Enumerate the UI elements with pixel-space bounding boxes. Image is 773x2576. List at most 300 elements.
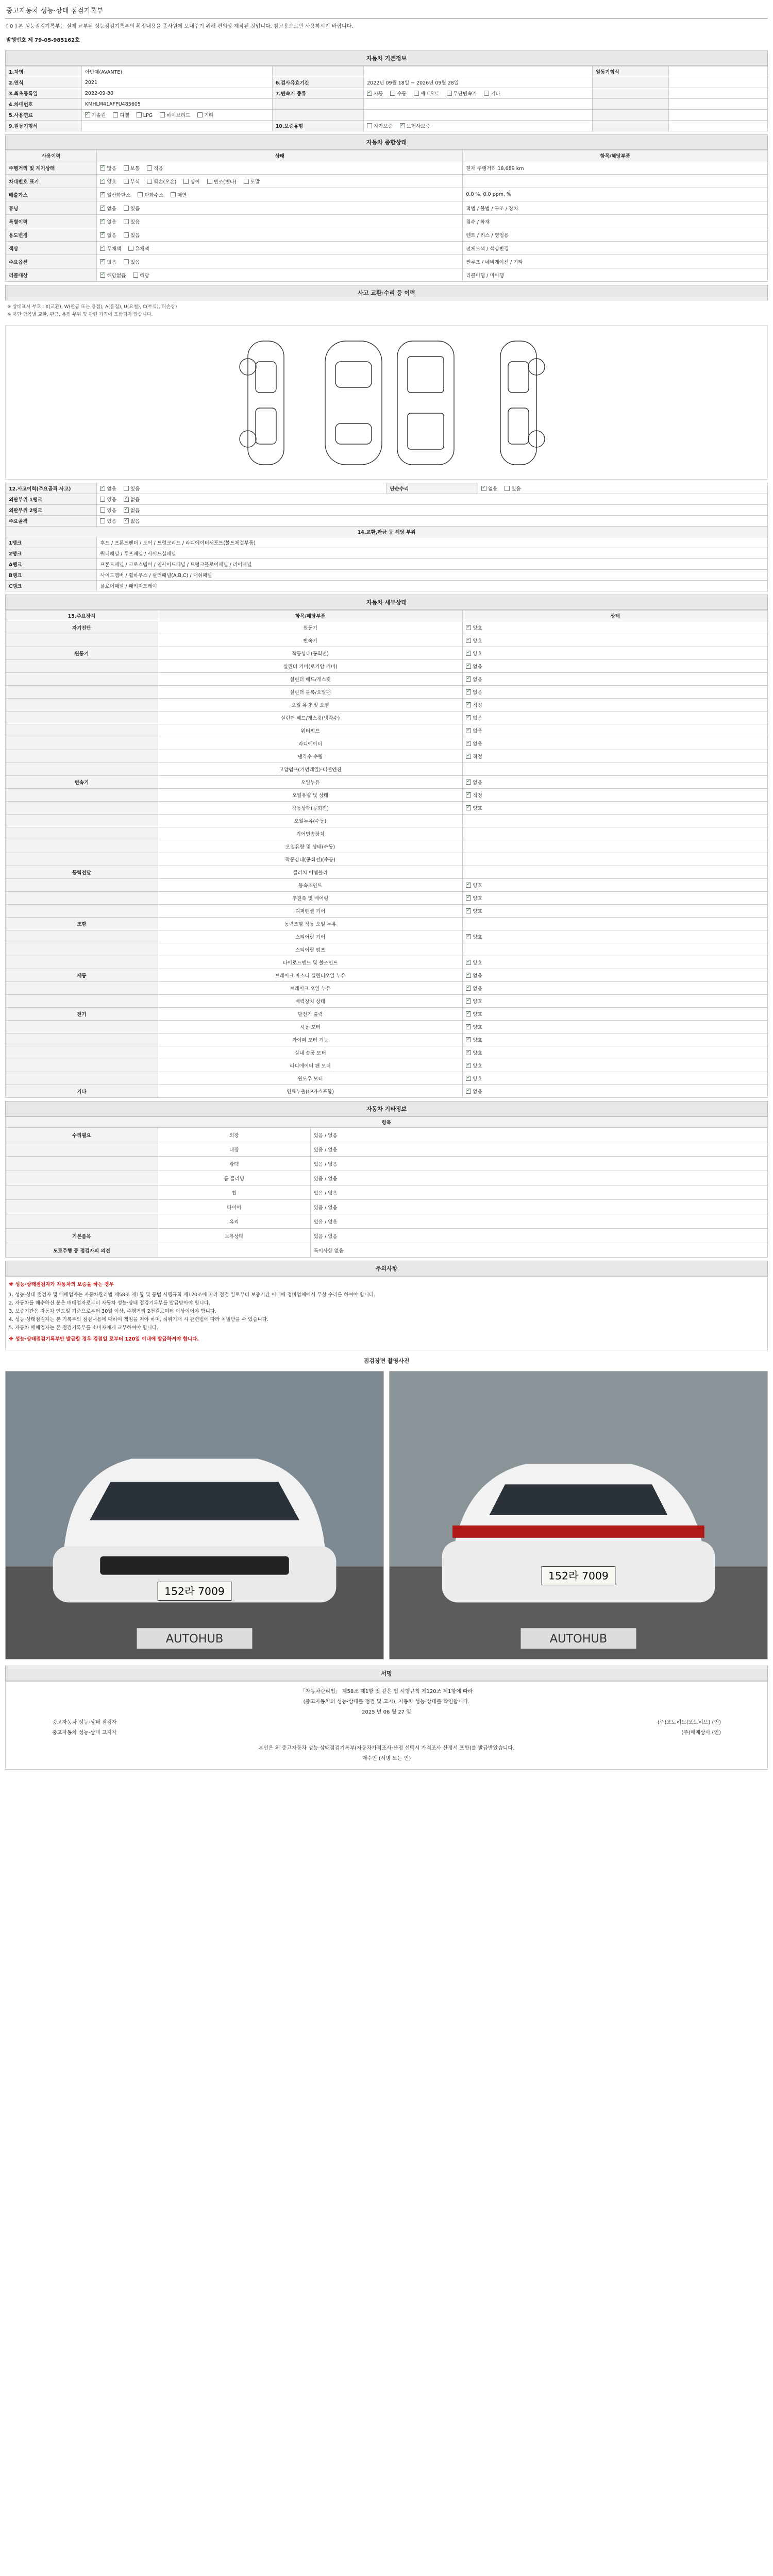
status-options [100,166,170,172]
checkbox-icon[interactable] [137,112,142,117]
sign-date: 2025 년 06 월 27 일 [362,1709,411,1715]
fuel-options [85,113,221,118]
detail-head-item: 항목/해당부품 [158,611,463,621]
detail-group [6,840,158,853]
checkbox-icon[interactable] [100,507,105,513]
status-option: 보통 [124,164,140,172]
status-option: ✓ 양호 [100,178,116,185]
status-item: 튜닝 [6,201,97,215]
checkbox-icon[interactable] [100,232,105,238]
status-row [6,228,768,242]
detail-row [6,930,768,943]
detail-group [6,943,158,956]
checkbox-icon[interactable] [124,497,129,502]
detail-state [463,943,768,956]
basic-value [668,110,767,121]
detail-item: 스티어링 펌프 [158,943,463,956]
status-row [6,255,768,268]
frame-option: ✓ 없음 [124,506,140,514]
car-outline-icon [6,326,767,480]
checkbox-icon[interactable] [466,741,471,746]
accident-value [97,483,386,494]
detail-state [463,699,768,711]
frame-option: 있음 [100,496,116,503]
status-row [6,188,768,201]
basic-value [668,77,767,88]
status-part: 0.0 %, 0.0 ppm, % [463,188,768,201]
checkbox-icon[interactable] [481,486,486,491]
detail-item: 실린더 블록/오일팬 [158,686,463,699]
detail-option: ✓ 적정 [466,701,482,708]
accident-section [5,285,768,591]
frame-options [100,508,147,514]
checkbox-icon[interactable] [466,715,471,720]
checkbox-icon[interactable] [124,206,129,211]
detail-group: 자기진단 [6,621,158,634]
detail-state [463,982,768,995]
status-option: 적음 [147,164,163,172]
accident-label: 단순수리 [386,483,478,494]
basic-value: 2022-09-30 [81,88,272,99]
status-part: 침수 / 화재 [463,215,768,228]
checkbox-icon[interactable] [414,91,419,96]
basic-value [81,110,272,121]
detail-row [6,789,768,802]
checkbox-icon[interactable] [124,165,129,171]
checkbox-icon[interactable] [367,123,372,128]
detail-group: 동력전달 [6,866,158,879]
detail-row [6,724,768,737]
checkbox-icon[interactable] [466,664,471,669]
checkbox-icon[interactable] [147,165,152,171]
detail-option: ✓ 양호 [466,1049,482,1056]
accident-row [6,483,768,494]
parts-row [6,559,768,570]
status-state [97,268,463,282]
detail-group [6,930,158,943]
notes-heading: ※ 성능·상태점검자가 자동차의 보증을 하는 경우 [9,1282,114,1287]
detail-group [6,673,158,686]
status-part: 전체도색 / 색상변경 [463,242,768,255]
other-table [5,1116,768,1258]
front-plate: 152라 7009 [164,1585,225,1598]
checkbox-icon[interactable] [466,1037,471,1042]
fuel-option: 기타 [197,111,213,118]
checkbox-icon[interactable] [466,1050,471,1055]
detail-item: 연료누출(LP가스포함) [158,1085,463,1098]
checkbox-icon[interactable] [244,179,249,184]
detail-group [6,853,158,866]
other-item: 외장 [158,1128,310,1142]
basic-label: 6.검사유효기간 [272,77,363,88]
checkbox-icon[interactable] [113,112,118,117]
detail-state [463,1008,768,1021]
warranty-options [367,124,438,129]
status-item: 색상 [6,242,97,255]
detail-option: ✓ 없음 [466,714,482,721]
checkbox-icon[interactable] [466,1076,471,1081]
parts-row [6,581,768,591]
checkbox-icon[interactable] [100,518,105,523]
detail-state [463,1059,768,1072]
detail-group [6,879,158,892]
checkbox-icon[interactable] [100,486,105,491]
other-group: 기본품목 [6,1229,158,1243]
front-brand: AUTOHUB [165,1632,224,1646]
basic-label [272,66,363,77]
parts-rank: C랭크 [6,581,97,591]
detail-item: 워터펌프 [158,724,463,737]
checkbox-icon[interactable] [171,192,176,197]
detail-group [6,660,158,673]
detail-row [6,1059,768,1072]
basic-label: 원동기형식 [592,66,668,77]
accident-table [5,483,768,591]
checkbox-icon[interactable] [197,112,203,117]
detail-option: ✓ 없음 [466,1088,482,1095]
checkbox-icon[interactable] [100,273,105,278]
detail-option: ✓ 양호 [466,637,482,644]
checkbox-icon[interactable] [466,1089,471,1094]
status-item: 용도변경 [6,228,97,242]
detail-group [6,1059,158,1072]
detail-state [463,802,768,815]
parts-rank: A랭크 [6,559,97,570]
detail-option: ✓ 없음 [466,675,482,683]
dealer-label: 중고자동차 성능·상태 고지자 [52,1730,117,1736]
checkbox-icon[interactable] [100,219,105,224]
checkbox-icon[interactable] [133,273,138,278]
checkbox-icon[interactable] [207,179,212,184]
checkbox-icon[interactable] [124,219,129,224]
status-options [100,179,267,185]
other-head: 항목 [6,1117,768,1128]
detail-row [6,866,768,879]
detail-row [6,969,768,982]
other-row [6,1171,768,1185]
checkbox-icon[interactable] [466,1011,471,1016]
status-state [97,255,463,268]
checkbox-icon[interactable] [466,883,471,888]
checkbox-icon[interactable] [128,246,133,251]
repair-option: 있음 [124,485,140,492]
detail-state [463,930,768,943]
checkbox-icon[interactable] [484,91,489,96]
detail-row [6,621,768,634]
frame-value [97,494,768,505]
checkbox-icon[interactable] [466,689,471,694]
basic-value [668,66,767,77]
checkbox-icon[interactable] [124,507,129,513]
detail-item: 오일누유(수동) [158,815,463,827]
checkbox-icon[interactable] [466,908,471,913]
detail-row [6,918,768,930]
frame-label: 외판부위 2랭크 [6,505,97,516]
status-option: 훼손(오손) [147,178,176,185]
detail-group [6,724,158,737]
status-row [6,201,768,215]
frame-option: 있음 [100,517,116,524]
detail-row [6,840,768,853]
detail-group: 변속기 [6,776,158,789]
detail-row [6,776,768,789]
parts-rank: 2랭크 [6,548,97,559]
fuel-option: LPG [137,112,153,118]
detail-item: 윈도우 모터 [158,1072,463,1085]
detail-state [463,647,768,660]
checkbox-icon[interactable] [85,112,90,117]
detail-option: ✓ 양호 [466,959,482,966]
detail-group [6,737,158,750]
status-item: 차대번호 표기 [6,175,97,188]
checkbox-icon[interactable] [466,779,471,785]
basic-label: 9.원동기형식 [6,121,82,131]
checkbox-icon[interactable] [124,179,129,184]
detail-item: 실린더 커버(로커암 커버) [158,660,463,673]
basic-row [6,121,768,131]
detail-row [6,647,768,660]
detail-state [463,815,768,827]
checkbox-icon[interactable] [466,728,471,733]
checkbox-icon[interactable] [466,1063,471,1068]
detail-item: 라디에이터 팬 모터 [158,1059,463,1072]
checkbox-icon[interactable] [466,702,471,707]
detail-item: 타이로드엔드 및 볼조인트 [158,956,463,969]
rear-plate: 152라 7009 [548,1569,609,1582]
status-option: 있음 [124,231,140,239]
other-value: 특이사항 없음 [310,1243,767,1258]
checkbox-icon[interactable] [466,676,471,682]
other-value: 있음 / 없음 [310,1214,767,1229]
other-group [6,1185,158,1200]
other-item: 보유상태 [158,1229,310,1243]
checkbox-icon[interactable] [160,112,165,117]
checkbox-icon[interactable] [100,206,105,211]
checkbox-icon[interactable] [183,179,189,184]
simple-option: 있음 [505,485,520,492]
detail-item: 오일 유량 및 오염 [158,699,463,711]
simple-option: ✓ 없음 [481,485,497,492]
other-group [6,1157,158,1171]
status-table [5,150,768,282]
detail-state [463,1033,768,1046]
accident-label: 12.사고이력(주요골격 사고) [6,483,97,494]
detail-option: ✓ 양호 [466,907,482,914]
other-row [6,1229,768,1243]
checkbox-icon[interactable] [147,179,152,184]
checkbox-icon[interactable] [367,91,372,96]
detail-row [6,995,768,1008]
status-row [6,215,768,228]
checkbox-icon[interactable] [466,998,471,1004]
status-state [97,161,463,175]
accident-value [478,483,767,494]
detail-item: 원동기 [158,621,463,634]
detail-group [6,1021,158,1033]
detail-item: 오일유량 및 상태 [158,789,463,802]
status-state [97,175,463,188]
sign-title: 서명 [5,1666,768,1681]
frame-options [100,497,147,503]
other-value: 있음 / 없음 [310,1128,767,1142]
note-line: 5. 자동차 매매업자는 본 점검기록부를 소비자에게 교부하여야 합니다. [9,1325,159,1331]
detail-state [463,892,768,905]
basic-value [364,121,593,131]
basic-value [668,121,767,131]
status-state [97,242,463,255]
note-line: 2. 자동차를 매수하신 분은 매매업자로부터 자동차 성능·상태 점검기록부를 발급받아야 합니다. [9,1300,211,1306]
status-options [100,260,147,265]
basic-row [6,99,768,110]
detail-item: 냉각수 수량 [158,750,463,763]
checkbox-icon[interactable] [466,973,471,978]
checkbox-icon[interactable] [466,960,471,965]
detail-item: 오일누유 [158,776,463,789]
detail-group [6,905,158,918]
basic-label: 4.차대번호 [6,99,82,110]
sign-body [5,1681,768,1770]
detail-option: ✓ 양호 [466,624,482,631]
car-diagram [5,325,768,480]
checkbox-icon[interactable] [100,246,105,251]
checkbox-icon[interactable] [466,934,471,939]
checkbox-icon[interactable] [100,259,105,264]
rear-photo [389,1371,768,1659]
checkbox-icon[interactable] [466,1024,471,1029]
detail-row [6,1021,768,1033]
detail-row [6,879,768,892]
detail-option: ✓ 없음 [466,740,482,747]
detail-group [6,634,158,647]
detail-row [6,892,768,905]
detail-group [6,1046,158,1059]
basic-value [81,121,272,131]
status-option: ✓ 없음 [100,258,116,265]
other-value: 있음 / 없음 [310,1142,767,1157]
detail-row [6,853,768,866]
other-item: 휠 [158,1185,310,1200]
detail-group: 제동 [6,969,158,982]
detail-option: ✓ 양호 [466,882,482,889]
checkbox-icon[interactable] [390,91,395,96]
checkbox-icon[interactable] [400,123,405,128]
accident-legend [5,300,768,322]
other-group: 도로주행 등 점검자의 의견 [6,1243,158,1258]
checkbox-icon[interactable] [466,986,471,991]
other-item: 광택 [158,1157,310,1171]
detail-state [463,789,768,802]
detail-option: ✓ 없음 [466,663,482,670]
status-head-item: 사용이력 [6,150,97,161]
other-group [6,1171,158,1185]
status-row [6,242,768,255]
sign-line: 「자동차관리법」 제58조 제1항 및 같은 법 시행규칙 제120조 제1항에 따라 [300,1689,473,1694]
status-option: ✓ 많음 [100,164,116,172]
fuel-option: ✓ 가솔린 [85,111,106,118]
status-options [100,193,194,198]
detail-group [6,892,158,905]
detail-option: ✓ 양호 [466,933,482,940]
detail-row [6,1033,768,1046]
detail-item: 동력조향 작동 오일 누유 [158,918,463,930]
status-row [6,161,768,175]
detail-state [463,879,768,892]
checkbox-icon[interactable] [124,259,129,264]
status-state [97,201,463,215]
notes-closing: ※ 성능·상태점검기록부만 발급할 경우 검점일 로부터 120일 이내에 발급하셔야 합니다. [9,1336,199,1342]
detail-group [6,1033,158,1046]
checkbox-icon[interactable] [466,805,471,810]
basic-label: 2.연식 [6,77,82,88]
detail-item: 와이퍼 모터 기능 [158,1033,463,1046]
checkbox-icon[interactable] [466,625,471,630]
checkbox-icon[interactable] [447,91,452,96]
note-line: 1. 성능·상태 점검자 및 매매업자는 자동차관리법 제58조 제1항 및 동법 시행규칙 제120조에 따라 점검 일로부터 보증기간 이내에 정비업체에서 무상 수리를 하여야 합니다. [9,1292,376,1298]
legend-line: ※ 하단 항목별 교환, 판금, 용접 부위 및 관련 가격에 포함되지 않습니다. [7,312,153,317]
other-row [6,1243,768,1258]
detail-row [6,660,768,673]
checkbox-icon[interactable] [466,638,471,643]
checkbox-icon[interactable] [505,486,510,491]
status-option: ✓ 없음 [100,218,116,225]
checkbox-icon[interactable] [466,895,471,901]
detail-option: ✓ 없음 [466,727,482,734]
checkbox-icon[interactable] [466,651,471,656]
checkbox-icon[interactable] [100,497,105,502]
detail-item: 실린더 헤드/개스킷 [158,673,463,686]
detail-state [463,621,768,634]
detail-option: ✓ 적정 [466,753,482,760]
detail-item: 스티어링 기어 [158,930,463,943]
detail-row [6,634,768,647]
repair-option: ✓ 없음 [100,485,116,492]
parts-row [6,537,768,548]
detail-row [6,750,768,763]
note-line: 3. 보증기간은 자동차 인도일 기준으로부터 30일 이상, 주행거리 2천킬로미터 이상이어야 합니다. [9,1309,216,1314]
checkbox-icon[interactable] [466,754,471,759]
status-state [97,228,463,242]
checkbox-icon[interactable] [466,792,471,798]
legend-line: ※ 상태표시 부호 : X(교환), W(판금 또는 용접), A(흠집), U(요철), C(부식), T(손상) [7,304,177,310]
detail-option: ✓ 없음 [466,985,482,992]
status-options [100,233,147,239]
basic-label [592,77,668,88]
basic-label: 3.최초등록일 [6,88,82,99]
detail-state [463,660,768,673]
status-options [100,219,147,225]
checkbox-icon[interactable] [100,165,105,171]
other-row [6,1128,768,1142]
detail-item: 기어변속장치 [158,827,463,840]
checkbox-icon[interactable] [124,518,129,523]
sign-line: (중고자동차의 성능·상태를 점검 및 고지), 자동차 성능·상태를 확인합니다. [303,1699,470,1705]
detail-state [463,776,768,789]
detail-state [463,1085,768,1098]
checkbox-icon[interactable] [124,486,129,491]
status-part: 현재 주행거리 18,689 km [463,161,768,175]
checkbox-icon[interactable] [138,192,143,197]
basic-value [668,99,767,110]
detail-row [6,737,768,750]
checkbox-icon[interactable] [100,192,105,197]
detail-row [6,699,768,711]
checkbox-icon[interactable] [124,232,129,238]
basic-label [272,110,363,121]
status-option: ✓ 일산화탄소 [100,191,130,198]
front-photo [5,1371,384,1659]
checkbox-icon[interactable] [100,179,105,184]
simple-options [481,486,528,492]
